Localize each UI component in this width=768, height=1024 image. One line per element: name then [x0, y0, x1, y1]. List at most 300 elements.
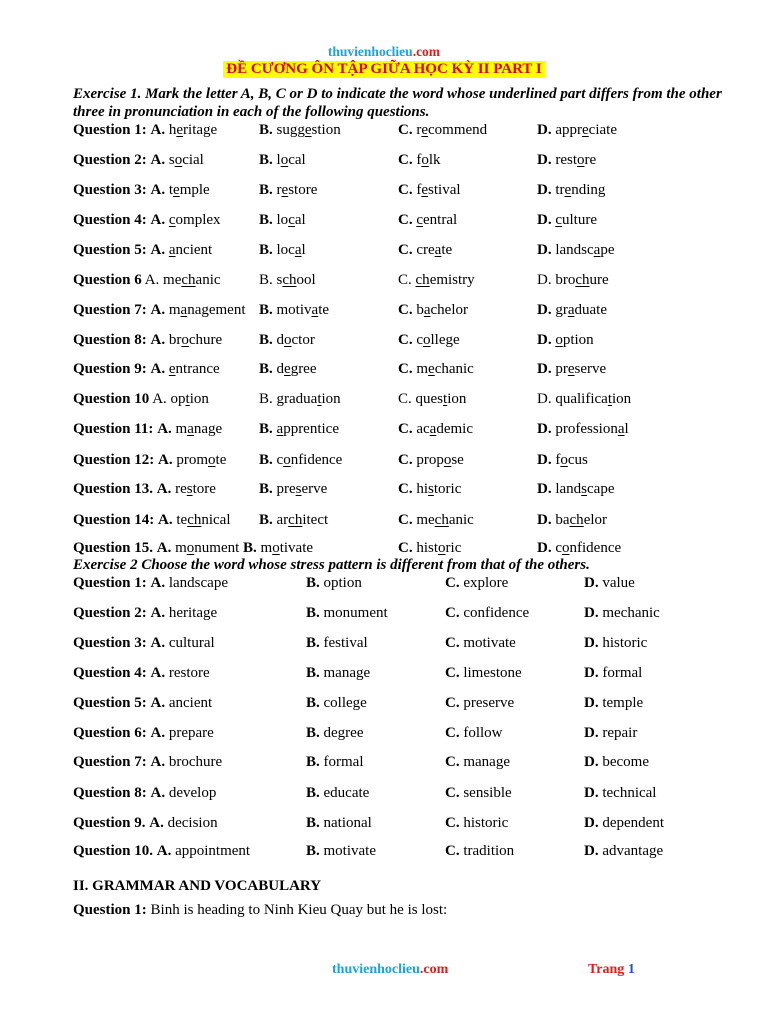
question-1-cell	[73, 210, 221, 230]
underlined-part: a	[617, 421, 625, 437]
option-cell	[445, 841, 514, 861]
question-label: Question 6:	[73, 725, 147, 741]
option-letter: C.	[445, 665, 460, 681]
option-letter: D.	[537, 512, 552, 528]
option-cell	[398, 419, 473, 439]
question-label: Question 4:	[73, 212, 147, 228]
exercise2-question-row	[0, 813, 768, 833]
underlined-part: t	[317, 391, 322, 407]
question-1-cell	[73, 783, 216, 803]
underlined-part: o	[284, 332, 292, 348]
exercise2-question-row	[0, 841, 768, 861]
option-word: management	[168, 302, 246, 318]
option-letter: B.	[243, 540, 257, 556]
option-cell	[259, 210, 306, 230]
option-cell	[398, 240, 452, 260]
underlined-part: e	[421, 122, 429, 138]
option-word: local	[276, 242, 306, 258]
underlined-part: ch	[415, 272, 430, 288]
option-word: historic	[416, 540, 462, 556]
option-cell	[584, 752, 649, 772]
option-letter: A.	[150, 182, 166, 198]
option-letter: D.	[537, 391, 552, 407]
option-letter: C.	[445, 725, 460, 741]
option-cell	[259, 120, 341, 140]
underlined-part: ch	[282, 272, 297, 288]
underlined-part: c	[555, 212, 563, 228]
option-cell	[584, 783, 656, 803]
question-label: Question 9:	[73, 361, 147, 377]
brand-domain: .com	[412, 44, 441, 59]
option-word: bachelor	[555, 512, 608, 528]
underlined-part: a	[429, 421, 437, 437]
option-word: appreciate	[555, 122, 617, 138]
question-1-cell	[73, 693, 212, 713]
option-letter: C.	[398, 481, 413, 497]
exercise1-question-row	[0, 479, 768, 499]
page-label: Trang	[588, 962, 625, 977]
option-word: restore	[168, 665, 210, 681]
option-cell	[584, 813, 664, 833]
underlined-part: e	[564, 182, 572, 198]
question-1-cell	[73, 270, 221, 290]
footer-site	[332, 962, 448, 978]
grammar-question-1	[73, 902, 447, 919]
exercise1-question-row	[0, 359, 768, 379]
option-letter: B.	[306, 695, 320, 711]
option-letter: D.	[584, 754, 599, 770]
question-1-cell	[73, 330, 222, 350]
option-cell	[398, 359, 474, 379]
question-label: Question 3:	[73, 635, 147, 651]
option-letter: A.	[150, 212, 166, 228]
footer-site-name: thuvienhoclieu	[332, 962, 420, 977]
question-1-cell	[73, 479, 216, 499]
question-label: Question 2:	[73, 152, 147, 168]
option-letter: A.	[156, 481, 172, 497]
option-word: ancient	[168, 242, 213, 258]
option-word: create	[416, 242, 453, 258]
option-cell	[306, 752, 364, 772]
option-cell	[537, 180, 605, 200]
underlined-part: e	[281, 182, 289, 198]
option-word: formal	[602, 665, 643, 681]
question-label: Question 8:	[73, 785, 147, 801]
option-cell	[445, 752, 510, 772]
option-cell	[398, 538, 461, 558]
option-cell	[445, 723, 503, 743]
question-1-cell	[73, 359, 220, 379]
option-cell	[398, 180, 461, 200]
question-1-cell	[73, 723, 214, 743]
option-cell	[259, 479, 327, 499]
option-word: professional	[555, 421, 629, 437]
underlined-part: a	[276, 421, 284, 437]
underlined-part: a	[180, 302, 188, 318]
underlined-part: o	[555, 332, 563, 348]
option-letter: B.	[306, 725, 320, 741]
question-1-cell	[73, 538, 313, 558]
underlined-part: e	[284, 361, 291, 377]
option-letter: C.	[398, 272, 412, 288]
option-letter: B.	[306, 575, 320, 591]
question-1-cell	[73, 389, 209, 409]
underlined-part: s	[186, 481, 193, 497]
question-label: Question 15.	[73, 540, 154, 556]
underlined-part: o	[438, 540, 446, 556]
underlined-part: o	[208, 452, 216, 468]
underlined-part: a	[294, 242, 302, 258]
option-word: festival	[323, 635, 368, 651]
question-1-cell	[73, 752, 222, 772]
option-letter: C.	[398, 122, 413, 138]
question-label: Question 3:	[73, 182, 147, 198]
option-word: option	[555, 332, 594, 348]
option-word: historic	[602, 635, 648, 651]
underlined-part: ch	[288, 512, 303, 528]
exercise1-question-row	[0, 210, 768, 230]
option-word: degree	[276, 361, 317, 377]
underlined-part: a	[423, 302, 431, 318]
option-letter: D.	[537, 272, 552, 288]
underlined-part: o	[280, 152, 289, 168]
option-word: formal	[323, 754, 364, 770]
option-letter: A.	[157, 421, 172, 437]
option-letter: B.	[259, 512, 273, 528]
exercise1-instruction: Exercise 1. Mark the letter A, B, C or D to indicate the word whose underlined part differs from the other three in pronunciation in each of the following questions.	[73, 86, 722, 120]
underlined-part: a	[168, 242, 176, 258]
underlined-part: e	[582, 122, 589, 138]
option-cell	[584, 663, 642, 683]
option-letter: D.	[537, 481, 552, 497]
question-label: Question 12:	[73, 452, 155, 468]
option-cell	[398, 389, 466, 409]
question-1-cell	[73, 450, 226, 470]
option-letter: A.	[150, 785, 166, 801]
option-cell	[306, 693, 367, 713]
underlined-part: a	[434, 242, 442, 258]
question-label: Question 6	[73, 272, 142, 288]
question-1-cell	[73, 510, 231, 530]
underlined-part: o	[283, 452, 291, 468]
underlined-part: e	[168, 361, 176, 377]
option-letter: A.	[150, 332, 166, 348]
option-cell	[306, 633, 368, 653]
option-word: landscape	[168, 575, 228, 591]
option-word: educate	[323, 785, 370, 801]
option-word: complex	[168, 212, 221, 228]
option-cell	[537, 150, 596, 170]
option-letter: D.	[537, 242, 552, 258]
option-letter: A.	[158, 512, 173, 528]
option-word: temple	[602, 695, 644, 711]
option-word: qualification	[555, 391, 632, 407]
option-word: appointment	[175, 843, 251, 859]
option-cell	[398, 120, 487, 140]
option-letter: B.	[259, 332, 273, 348]
option-letter: B.	[259, 122, 273, 138]
option-word: manage	[463, 754, 510, 770]
option-letter: D.	[537, 452, 552, 468]
option-word: academic	[416, 421, 473, 437]
document-title: ĐỀ CƯƠNG ÔN TẬP GIỮA HỌC KỲ II PART I	[223, 61, 544, 78]
option-word: sensible	[463, 785, 512, 801]
option-word: option	[323, 575, 362, 591]
option-letter: C.	[398, 452, 413, 468]
option-cell	[445, 603, 529, 623]
option-letter: B.	[306, 635, 320, 651]
exercise2-question-row	[0, 603, 768, 623]
option-letter: C.	[398, 512, 413, 528]
option-word: value	[602, 575, 635, 591]
option-cell	[259, 389, 341, 409]
option-cell	[445, 663, 522, 683]
option-word: mechanic	[416, 361, 474, 377]
underlined-part: a	[311, 302, 319, 318]
question-label: Question 10	[73, 391, 150, 407]
exercise1-question-row	[0, 180, 768, 200]
option-cell	[445, 783, 512, 803]
option-cell	[537, 450, 588, 470]
underlined-part: s	[581, 481, 588, 497]
question-label: Question 10.	[73, 843, 154, 859]
option-word: option	[170, 391, 209, 407]
option-word: brochure	[168, 332, 223, 348]
option-letter: B.	[306, 665, 320, 681]
question-label: Question 8:	[73, 332, 147, 348]
option-letter: B.	[306, 843, 320, 859]
question-1-cell	[73, 180, 210, 200]
underlined-part: e	[173, 182, 180, 198]
underlined-part: o	[577, 152, 585, 168]
option-word: preserve	[463, 695, 515, 711]
option-word: follow	[463, 725, 503, 741]
option-letter: B.	[259, 452, 273, 468]
option-letter: D.	[584, 695, 599, 711]
section-heading: II. GRAMMAR AND VOCABULARY	[73, 878, 322, 894]
question-1-cell	[73, 813, 218, 833]
option-letter: B.	[306, 815, 320, 831]
question-1-cell	[73, 419, 222, 439]
option-word: cultural	[168, 635, 215, 651]
option-word: manage	[323, 665, 371, 681]
question-text: Binh is heading to Ninh Kieu Quay but he is lost:	[150, 902, 448, 918]
option-letter: C.	[445, 843, 460, 859]
option-word: confidence	[276, 452, 343, 468]
option-letter: C.	[398, 421, 413, 437]
option-cell	[537, 240, 615, 260]
option-word: school	[276, 272, 316, 288]
option-word: repair	[602, 725, 638, 741]
option-word: preserve	[276, 481, 328, 497]
option-letter: A.	[156, 843, 172, 859]
option-word: bachelor	[416, 302, 468, 318]
option-letter: D.	[584, 725, 599, 741]
option-letter: A.	[150, 695, 166, 711]
option-word: restore	[555, 152, 597, 168]
option-cell	[398, 510, 474, 530]
option-letter: C.	[398, 332, 413, 348]
exercise2-question-row	[0, 573, 768, 593]
option-cell	[537, 210, 597, 230]
option-cell	[537, 510, 607, 530]
option-letter: A.	[150, 302, 166, 318]
option-cell	[306, 723, 363, 743]
exercise2-question-row	[0, 663, 768, 683]
option-word: landscape	[555, 242, 615, 258]
footer-site-domain: .com	[419, 962, 449, 977]
option-word: develop	[168, 785, 217, 801]
option-cell	[584, 603, 660, 623]
option-letter: A.	[156, 540, 172, 556]
option-letter: B.	[259, 302, 273, 318]
exercise2-instruction: Exercise 2 Choose the word whose stress pattern is different from that of the others.	[73, 557, 590, 573]
option-word: local	[276, 152, 306, 168]
page-number	[588, 962, 635, 978]
option-word: confidence	[555, 540, 622, 556]
option-word: architect	[276, 512, 329, 528]
underlined-part: e	[421, 182, 429, 198]
option-cell	[537, 120, 617, 140]
option-word: local	[276, 212, 306, 228]
underlined-part: a	[567, 302, 575, 318]
brand-name: thuvienhoclieu	[327, 44, 413, 59]
option-word: tradition	[463, 843, 515, 859]
question-1-cell	[73, 300, 246, 320]
question-label: Question 5:	[73, 695, 147, 711]
exercise1-question-row	[0, 389, 768, 409]
underlined-part: e	[428, 361, 435, 377]
option-word: propose	[416, 452, 464, 468]
option-letter: A.	[150, 754, 166, 770]
option-letter: B.	[259, 361, 273, 377]
exercise1-question-row	[0, 510, 768, 530]
option-word: dependent	[602, 815, 664, 831]
underlined-part: c	[168, 212, 176, 228]
exercise1-question-row	[0, 270, 768, 290]
option-word: focus	[555, 452, 588, 468]
question-label: Question 7:	[73, 302, 147, 318]
option-letter: A.	[150, 152, 166, 168]
option-letter: D.	[584, 605, 599, 621]
option-cell	[445, 693, 514, 713]
option-word: brochure	[168, 754, 223, 770]
option-word: social	[168, 152, 204, 168]
option-word: motivate	[463, 635, 516, 651]
option-cell	[537, 479, 615, 499]
option-word: trending	[555, 182, 606, 198]
option-letter: C.	[398, 361, 413, 377]
option-letter: A.	[150, 242, 166, 258]
option-cell	[537, 389, 631, 409]
option-word: prepare	[168, 725, 214, 741]
underlined-part: ch	[575, 272, 590, 288]
option-word: motivate	[323, 843, 377, 859]
page-footer	[0, 962, 768, 982]
underlined-part: s	[428, 481, 434, 497]
option-word: mechanic	[602, 605, 660, 621]
underlined-part: t	[607, 391, 612, 407]
option-letter: D.	[537, 122, 552, 138]
option-letter: D.	[584, 815, 599, 831]
option-letter: C.	[398, 540, 413, 556]
option-word: college	[416, 332, 460, 348]
exercise1-question-row	[0, 538, 768, 558]
option-cell	[398, 150, 441, 170]
option-word: become	[602, 754, 649, 770]
underlined-part: o	[560, 452, 568, 468]
underlined-part: e	[567, 361, 575, 377]
option-cell	[259, 450, 342, 470]
option-word: degree	[323, 725, 364, 741]
option-cell	[584, 693, 643, 713]
underlined-part: o	[423, 332, 431, 348]
option-cell	[306, 573, 362, 593]
option-word: preserve	[555, 361, 607, 377]
option-word: recommend	[416, 122, 488, 138]
exercise1-question-row	[0, 419, 768, 439]
option-word: manage	[175, 421, 223, 437]
option-cell	[259, 300, 329, 320]
option-letter: A.	[150, 605, 166, 621]
question-label: Question 7:	[73, 754, 147, 770]
option-word: limestone	[463, 665, 522, 681]
option-word: promote	[176, 452, 227, 468]
option-letter: A.	[150, 122, 166, 138]
option-letter: D.	[584, 575, 599, 591]
option-word: technical	[176, 512, 231, 528]
option-cell	[398, 210, 457, 230]
option-word: college	[323, 695, 367, 711]
option-cell	[306, 841, 376, 861]
exercise1-question-row	[0, 120, 768, 140]
option-cell	[306, 663, 370, 683]
option-letter: B.	[306, 605, 320, 621]
option-cell	[259, 240, 306, 260]
option-word: decision	[167, 815, 218, 831]
option-letter: D.	[537, 332, 552, 348]
option-cell	[306, 783, 369, 803]
question-1-cell	[73, 633, 215, 653]
option-letter: B.	[259, 152, 273, 168]
option-word: heritage	[168, 122, 218, 138]
option-letter: C.	[398, 212, 413, 228]
option-letter: D.	[537, 152, 552, 168]
underlined-part: o	[181, 332, 189, 348]
question-1-cell	[73, 663, 210, 683]
option-letter: B.	[259, 212, 273, 228]
option-word: explore	[463, 575, 509, 591]
option-word: monument	[323, 605, 388, 621]
option-cell	[259, 419, 339, 439]
option-cell	[259, 270, 316, 290]
option-word: brochure	[555, 272, 609, 288]
option-letter: A.	[158, 452, 173, 468]
underlined-part: t	[185, 391, 190, 407]
option-letter: D.	[537, 361, 552, 377]
brand-header	[0, 44, 768, 60]
question-label: Question 1:	[73, 122, 147, 138]
option-cell	[537, 300, 607, 320]
option-cell	[537, 359, 606, 379]
option-letter: D.	[537, 182, 552, 198]
option-cell	[537, 538, 621, 558]
option-word: confidence	[463, 605, 530, 621]
question-1-cell	[73, 150, 204, 170]
option-cell	[584, 841, 663, 861]
option-letter: B.	[259, 182, 273, 198]
option-letter: D.	[584, 635, 599, 651]
